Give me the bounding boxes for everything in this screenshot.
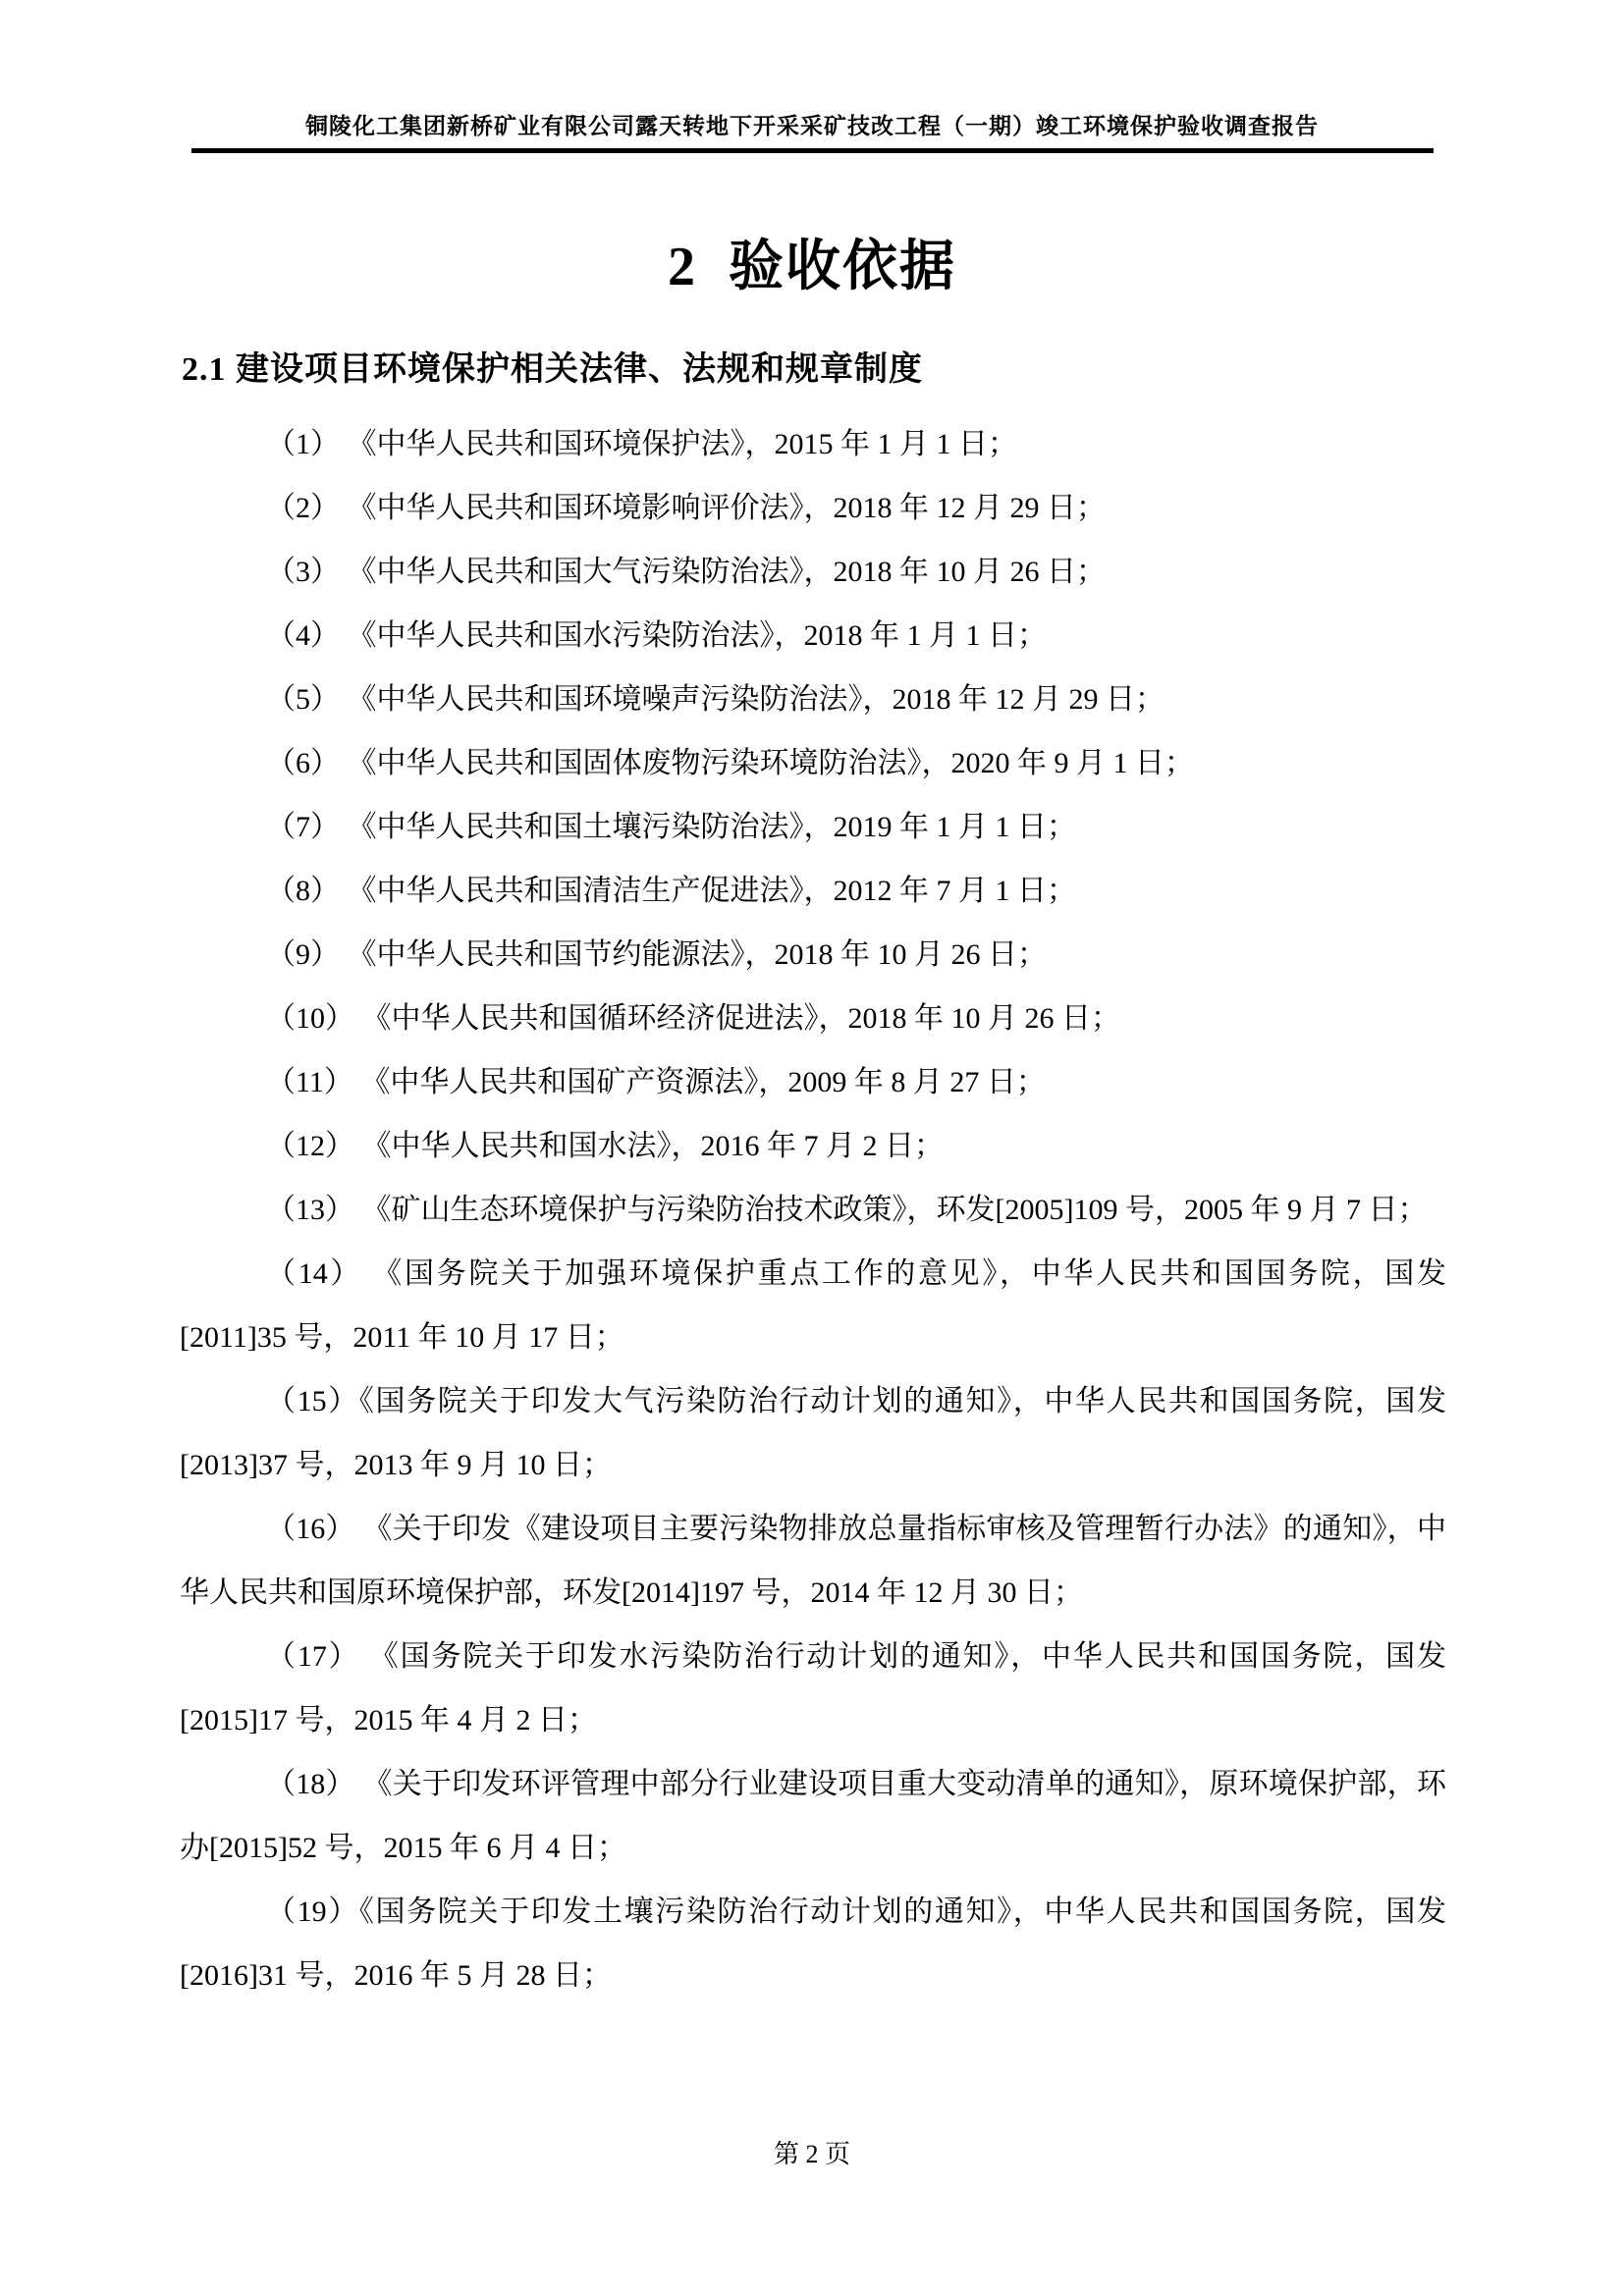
legal-item-16: （16） 《关于印发《建设项目主要污染物排放总量指标审核及管理暂行办法》的通知》，中华人民共和国原环境保护部，环发[2014]197 号，2014 年 12 月 30 日； (180, 1513, 1446, 1609)
legal-item-3: （3） 《中华人民共和国大气污染防治法》，2018 年 10 月 26 日； (266, 556, 1106, 588)
legal-item-8: （8） 《中华人民共和国清洁生产促进法》，2012 年 7 月 1 日； (266, 875, 1076, 907)
legal-item-6: （6） 《中华人民共和国固体废物污染环境防治法》，2020 年 9 月 1 日； (266, 747, 1194, 779)
chapter-title: 2 验收依据 (668, 237, 956, 297)
legal-item-9: （9） 《中华人民共和国节约能源法》，2018 年 10 月 26 日； (266, 938, 1047, 971)
legal-item-17: （17） 《国务院关于印发水污染防治行动计划的通知》，中华人民共和国国务院，国发[2015]17 号，2015 年 4 月 2 日； (180, 1640, 1446, 1736)
legal-item-10: （10） 《中华人民共和国循环经济促进法》，2018 年 10 月 26 日； (266, 1002, 1120, 1035)
legal-item-18: （18） 《关于印发环评管理中部分行业建设项目重大变动清单的通知》，原环境保护部，环办[2015]52 号，2015 年 6 月 4 日； (180, 1768, 1446, 1864)
legal-item-19: （19）《国务院关于印发土壤污染防治行动计划的通知》，中华人民共和国国务院，国发[2016]31 号，2016 年 5 月 28 日； (180, 1896, 1446, 1992)
section-heading-2-1: 2.1 建设项目环境保护相关法律、法规和规章制度 (182, 351, 923, 388)
legal-item-15: （15）《国务院关于印发大气污染防治行动计划的通知》，中华人民共和国国务院，国发[2013]37 号，2013 年 9 月 10 日； (180, 1385, 1446, 1481)
legal-item-5: （5） 《中华人民共和国环境噪声污染防治法》，2018 年 12 月 29 日； (266, 683, 1164, 716)
legal-item-14: （14） 《国务院关于加强环境保护重点工作的意见》，中华人民共和国国务院，国发[2011]35 号，2011 年 10 月 17 日； (180, 1257, 1446, 1354)
legal-item-4: （4） 《中华人民共和国水污染防治法》，2018 年 1 月 1 日； (266, 619, 1047, 652)
legal-item-1: （1） 《中华人民共和国环境保护法》，2015 年 1 月 1 日； (266, 428, 1017, 460)
legal-item-12: （12） 《中华人民共和国水法》，2016 年 7 月 2 日； (266, 1130, 944, 1162)
legal-item-2: （2） 《中华人民共和国环境影响评价法》，2018 年 12 月 29 日； (266, 492, 1106, 524)
legal-item-11: （11） 《中华人民共和国矿产资源法》，2009 年 8 月 27 日； (266, 1066, 1046, 1098)
legal-item-13: （13） 《矿山生态环境保护与污染防治技术政策》，环发[2005]109 号，2005 年 9 月 7 日； (266, 1194, 1428, 1226)
report-header-title: 铜陵化工集团新桥矿业有限公司露天转地下开采采矿技改工程（一期）竣工环境保护验收调查报告 (305, 114, 1319, 138)
legal-items-list (180, 412, 1446, 2007)
header-rule (191, 148, 1434, 153)
legal-item-7: （7） 《中华人民共和国土壤污染防治法》，2019 年 1 月 1 日； (266, 811, 1076, 843)
page-number: 第 2 页 (773, 2140, 850, 2168)
